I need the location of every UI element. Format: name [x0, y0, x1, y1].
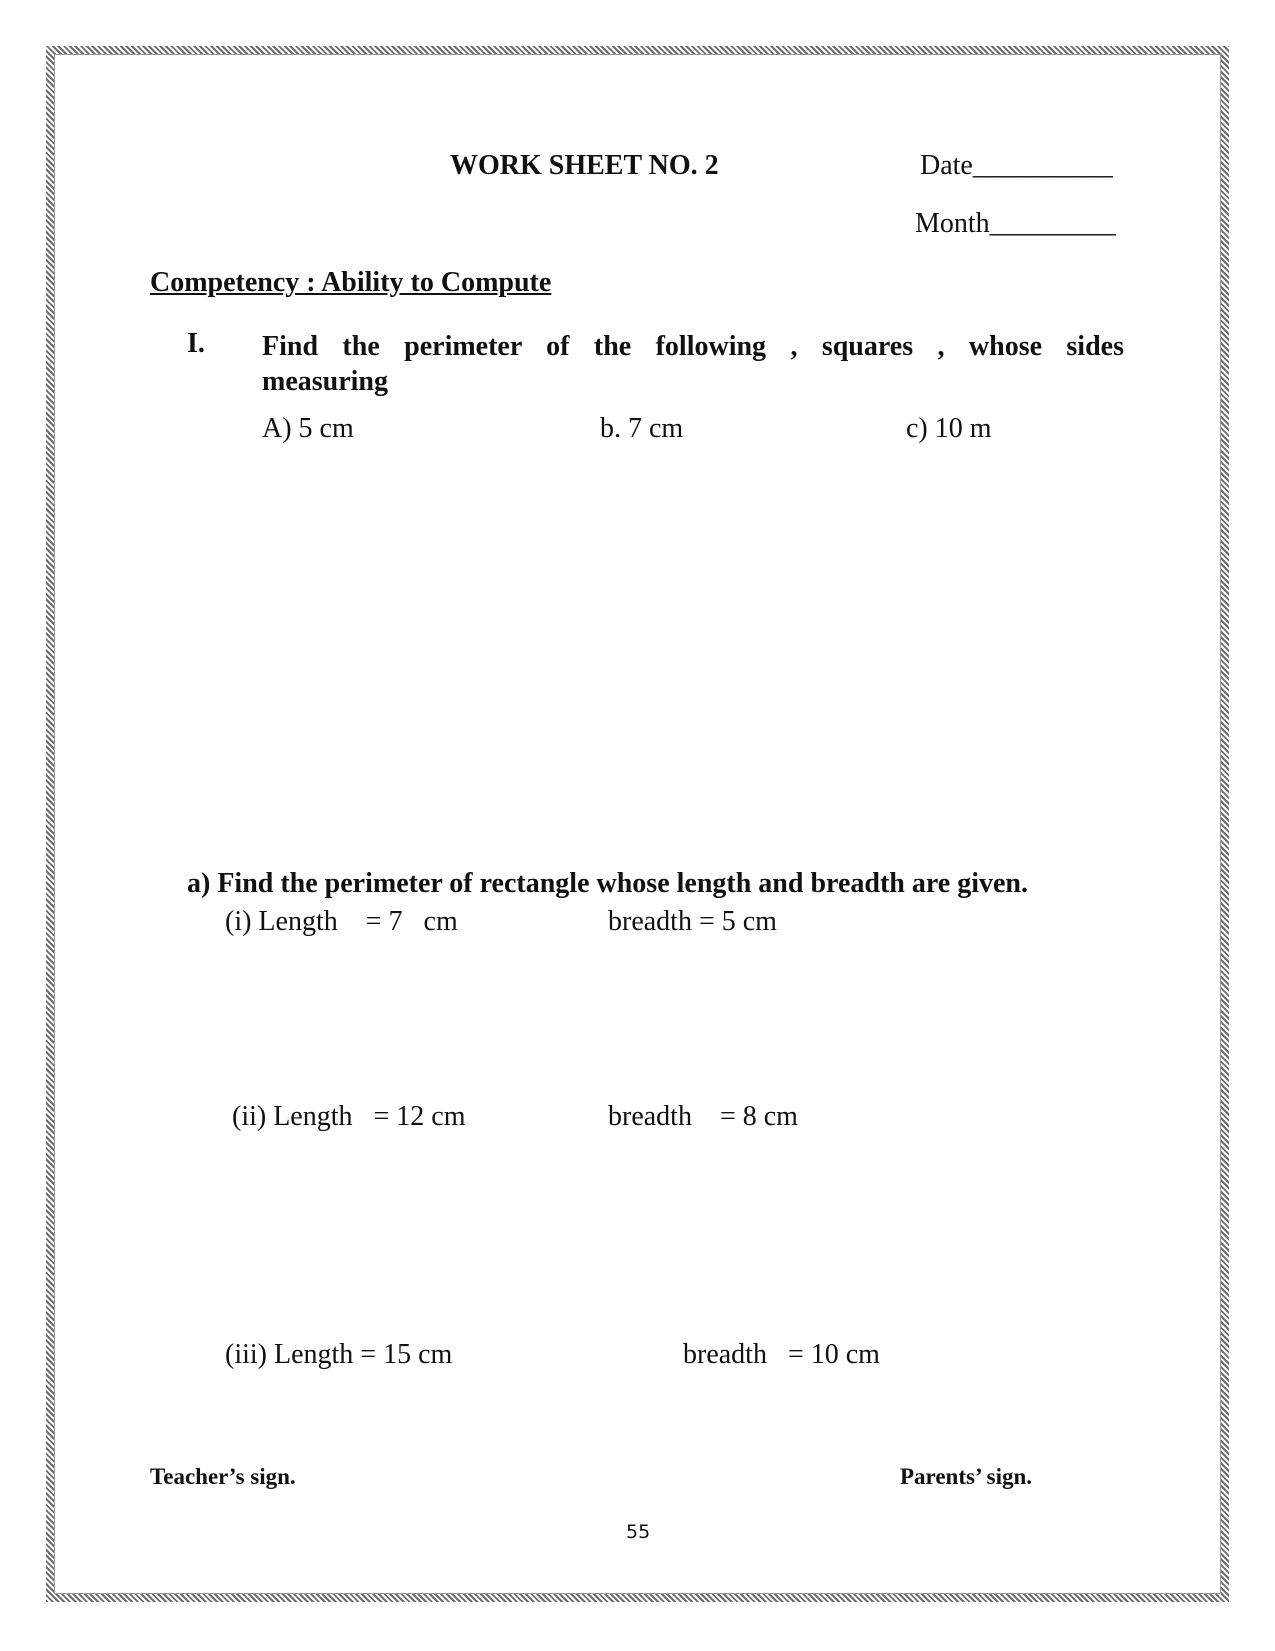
- rectangle-2-breadth: breadth = 8 cm: [608, 1101, 798, 1132]
- rectangle-3-length: (iii) Length = 15 cm: [225, 1339, 453, 1370]
- question-1-option-b: b. 7 cm: [600, 413, 684, 444]
- parents-sign-label: Parents’ sign.: [900, 1464, 1033, 1489]
- teacher-sign-label: Teacher’s sign.: [150, 1464, 296, 1489]
- rectangle-1-breadth: breadth = 5 cm: [608, 906, 777, 937]
- date-field: Date__________: [920, 150, 1113, 181]
- worksheet-title: WORK SHEET NO. 2: [450, 150, 719, 181]
- question-1-option-c: c) 10 m: [906, 413, 992, 444]
- page-number: 55: [626, 1521, 651, 1543]
- rectangle-1-length: (i) Length = 7 cm: [225, 906, 458, 937]
- question-1-number: I.: [187, 328, 205, 359]
- question-1-text-line2: measuring: [262, 366, 388, 397]
- rectangle-2-length: (ii) Length = 12 cm: [232, 1101, 466, 1132]
- month-field: Month_________: [915, 208, 1116, 239]
- competency-heading: Competency : Ability to Compute: [150, 267, 552, 298]
- rectangle-3-breadth: breadth = 10 cm: [683, 1339, 880, 1370]
- question-2-text: a) Find the perimeter of rectangle whose length and breadth are given.: [187, 868, 1028, 899]
- question-1-text-line1: Find the perimeter of the following , squares , whose sides: [262, 331, 1124, 362]
- question-1-option-a: A) 5 cm: [262, 413, 354, 444]
